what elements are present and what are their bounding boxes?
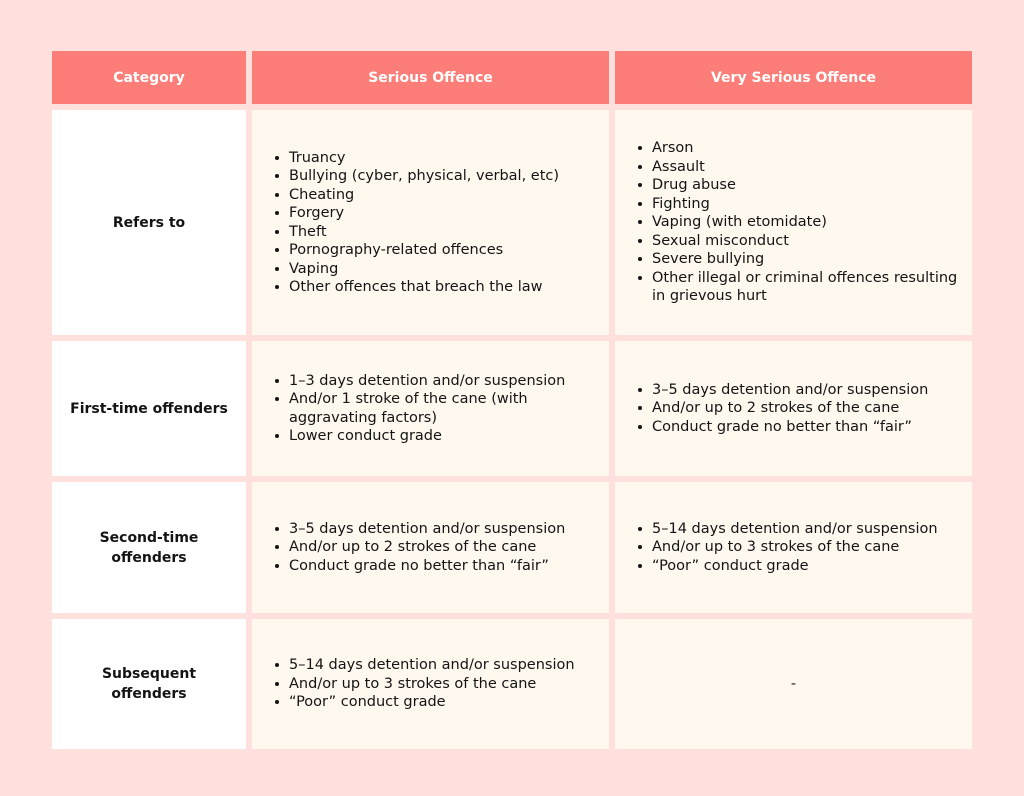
list-item: 1–3 days detention and/or suspension — [289, 372, 609, 391]
list-item: And/or up to 2 strokes of the cane — [652, 399, 928, 418]
serious-subsequent-list — [252, 656, 575, 712]
list-item: Other illegal or criminal offences resulting in grievous hurt — [652, 269, 972, 306]
very-serious-refers-to-cell — [615, 110, 972, 335]
very-serious-first-time-list — [615, 381, 928, 437]
list-item: Cheating — [289, 186, 559, 205]
list-item: Severe bullying — [652, 250, 972, 269]
very-serious-refers-to-list — [615, 139, 972, 306]
list-item: “Poor” conduct grade — [289, 693, 575, 712]
list-item: Lower conduct grade — [289, 427, 609, 446]
list-item: Conduct grade no better than “fair” — [652, 418, 928, 437]
offence-table — [52, 51, 972, 746]
very-serious-first-time-cell — [615, 341, 972, 476]
list-item: Assault — [652, 158, 972, 177]
list-item: Vaping — [289, 260, 559, 279]
list-item: Fighting — [652, 195, 972, 214]
list-item: Bullying (cyber, physical, verbal, etc) — [289, 168, 560, 184]
very-serious-subsequent-cell — [615, 619, 972, 749]
list-item: Arson — [652, 139, 972, 158]
serious-second-time-list — [252, 520, 565, 576]
header-category: Category — [52, 51, 246, 104]
header-serious-offence: Serious Offence — [252, 51, 609, 104]
list-item: Forgery — [289, 204, 559, 223]
row-category-second-time: Second-time offenders — [52, 482, 246, 613]
list-item: 5–14 days detention and/or suspension — [652, 520, 938, 537]
list-item: 5–14 days detention and/or suspension — [289, 657, 575, 674]
list-item: Theft — [289, 223, 559, 242]
serious-refers-to-cell — [252, 110, 609, 335]
list-item: Vaping (with etomidate) — [652, 213, 972, 232]
row-category-subsequent: Subsequent offenders — [52, 619, 246, 749]
serious-subsequent-cell — [252, 619, 609, 749]
list-item: 3–5 days detention and/or suspension — [652, 381, 929, 398]
list-item: Other offences that breach the law — [289, 278, 559, 297]
serious-refers-to-list — [252, 149, 559, 297]
row-category-first-time: First-time offenders — [52, 341, 246, 476]
list-item: Pornography-related offences — [289, 241, 559, 260]
serious-first-time-cell — [252, 341, 609, 476]
list-item: And/or up to 2 strokes of the cane — [289, 538, 565, 557]
empty-dash: - — [790, 676, 797, 692]
serious-first-time-list — [252, 372, 609, 446]
list-item: And/or up to 3 strokes of the cane — [652, 538, 938, 557]
very-serious-second-time-cell — [615, 482, 972, 613]
list-item: Conduct grade no better than “fair” — [289, 557, 565, 576]
list-item: “Poor” conduct grade — [652, 557, 938, 576]
list-item: And/or up to 3 strokes of the cane — [289, 675, 575, 694]
list-item: Truancy — [289, 149, 559, 168]
row-category-refers-to: Refers to — [52, 110, 246, 335]
header-very-serious-offence: Very Serious Offence — [615, 51, 972, 104]
list-item: 3–5 days detention and/or suspension — [289, 520, 566, 537]
list-item: Sexual misconduct — [652, 232, 972, 251]
list-item: Drug abuse — [652, 176, 972, 195]
very-serious-second-time-list — [615, 520, 938, 576]
serious-second-time-cell — [252, 482, 609, 613]
list-item: And/or 1 stroke of the cane (with aggravating factors) — [289, 390, 609, 427]
